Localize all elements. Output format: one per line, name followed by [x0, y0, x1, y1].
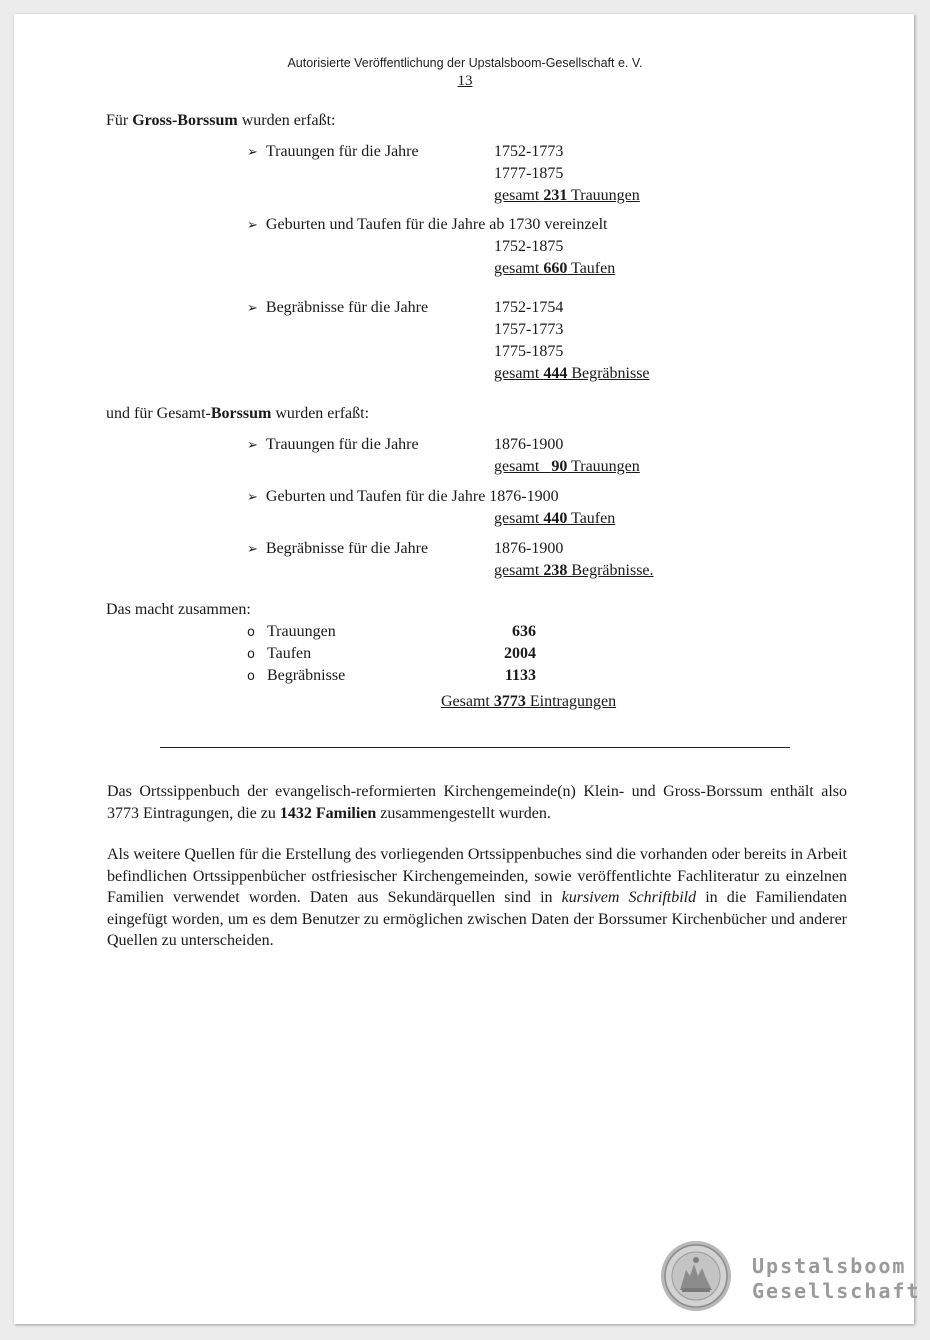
brand-name-line2: Gesellschaft [752, 1279, 921, 1303]
list-item-trauungen: ➢ Trauungen für die Jahre [247, 436, 419, 453]
list-item-geburten: ➢ Geburten und Taufen für die Jahre ab 1730 vereinzelt [247, 216, 608, 233]
arrow-bullet-icon: ➢ [247, 542, 258, 557]
society-seal-icon [660, 1240, 732, 1312]
summary-value: 1133 [504, 667, 536, 684]
subtotal-taufen: gesamt 440 Taufen [494, 510, 616, 527]
summary-item: o Begräbnisse [247, 667, 346, 684]
brand-name-line1: Upstalsboom [752, 1254, 907, 1278]
circle-bullet-icon: o [247, 647, 255, 662]
summary-intro: Das macht zusammen: [106, 601, 251, 618]
section-divider [160, 747, 790, 748]
circle-bullet-icon: o [247, 669, 255, 684]
year-range: 1876-1900 [494, 540, 564, 557]
arrow-bullet-icon: ➢ [247, 218, 258, 233]
publication-header: Autorisierte Veröffentlichung der Upstalsboom-Gesellschaft e. V. [287, 56, 643, 70]
subtotal-begraebnisse: gesamt 444 Begräbnisse [494, 365, 650, 382]
year-range: 1752-1773 [494, 143, 564, 160]
year-range: 1777-1875 [494, 165, 564, 182]
page-number: 13 [457, 73, 473, 89]
summary-item: o Trauungen [247, 623, 336, 640]
paragraph-summary: Das Ortssippenbuch der evangelisch-reformierten Kirchengemeinde(n) Klein- und Gross-Borssum enthält also 3773 Eintragungen, die zu 1432 Familien zusammengestellt wurden. [107, 783, 847, 822]
year-range: 1752-1754 [494, 299, 564, 316]
subtotal-taufen: gesamt 660 Taufen [494, 260, 616, 277]
subtotal-trauungen: gesamt 90 Trauungen [494, 458, 640, 475]
year-range: 1757-1773 [494, 321, 564, 338]
summary-value: 636 [512, 623, 536, 640]
year-range: 1752-1875 [494, 238, 564, 255]
summary-total: Gesamt 3773 Eintragungen [441, 693, 617, 710]
summary-value: 2004 [504, 645, 536, 662]
subtotal-trauungen: gesamt 231 Trauungen [494, 187, 640, 204]
subtotal-begraebnisse: gesamt 238 Begräbnisse. [494, 562, 654, 579]
arrow-bullet-icon: ➢ [247, 301, 258, 316]
section-intro-gesamt-borssum: und für Gesamt-Borssum wurden erfaßt: [106, 405, 370, 422]
year-range: 1876-1900 [494, 436, 564, 453]
section-intro-gross-borssum: Für Gross-Borssum wurden erfaßt: [106, 112, 336, 129]
document-page [14, 14, 914, 1324]
arrow-bullet-icon: ➢ [247, 438, 258, 453]
paragraph-sources: Als weitere Quellen für die Erstellung des vorliegenden Ortssippenbuches sind die vorhanden oder bereits in Arbeit befindlichen Ortssippenbücher ostfriesischer Kirchengemeinden, sowie veröffentlichte Fachliteratur zu einzelnen Familien verwendet worden. Daten aus Sekundärquellen sind in kursivem Schriftbild in die Familiendaten eingefügt worden, um es dem Benutzer zu ermöglichen zwischen Daten der Borssumer Kirchenbücher und anderer Quellen zu unterscheiden. [107, 846, 848, 949]
year-range: 1775-1875 [494, 343, 564, 360]
summary-item: o Taufen [247, 645, 312, 662]
list-item-begraebnisse: ➢ Begräbnisse für die Jahre [247, 540, 429, 557]
list-item-trauungen: ➢ Trauungen für die Jahre [247, 143, 419, 160]
list-item-geburten: ➢ Geburten und Taufen für die Jahre 1876-1900 [247, 488, 559, 505]
arrow-bullet-icon: ➢ [247, 145, 258, 160]
circle-bullet-icon: o [247, 625, 255, 640]
arrow-bullet-icon: ➢ [247, 490, 258, 505]
list-item-begraebnisse: ➢ Begräbnisse für die Jahre [247, 299, 429, 316]
